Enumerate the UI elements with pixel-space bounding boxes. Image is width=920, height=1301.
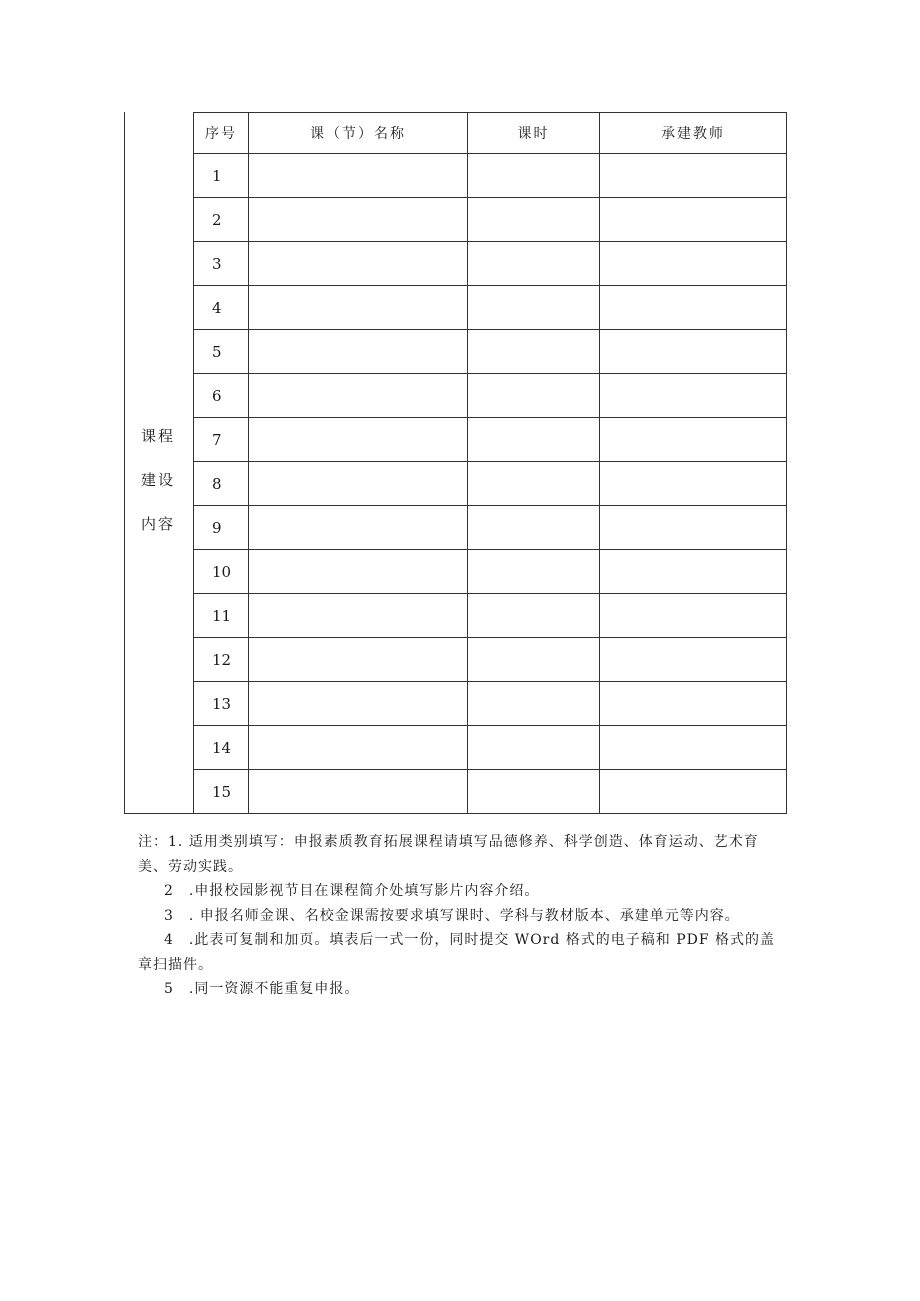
header-course-name: 课（节）名称 [249, 113, 468, 154]
hours-cell[interactable] [468, 638, 600, 682]
note-item: 3 . 申报名师金课、名校金课需按要求填写课时、学科与教材版本、承建单元等内容。 [164, 907, 740, 924]
notes [138, 830, 786, 1002]
course-name-cell[interactable] [249, 242, 468, 286]
table-row [194, 726, 787, 770]
course-name-cell[interactable] [249, 418, 468, 462]
table-row [194, 550, 787, 594]
hours-cell[interactable] [468, 154, 600, 198]
table-row [194, 418, 787, 462]
row-index-cell: 3 [194, 242, 249, 286]
course-name-cell[interactable] [249, 638, 468, 682]
hours-cell[interactable] [468, 330, 600, 374]
row-index-cell: 10 [194, 550, 249, 594]
teacher-cell[interactable] [600, 242, 787, 286]
row-index-cell: 6 [194, 374, 249, 418]
header-index: 序号 [194, 113, 249, 154]
hours-cell[interactable] [468, 462, 600, 506]
teacher-cell[interactable] [600, 286, 787, 330]
hours-cell[interactable] [468, 594, 600, 638]
course-name-cell[interactable] [249, 594, 468, 638]
table-row [194, 330, 787, 374]
course-name-cell[interactable] [249, 374, 468, 418]
teacher-cell[interactable] [600, 594, 787, 638]
teacher-cell[interactable] [600, 418, 787, 462]
hours-cell[interactable] [468, 242, 600, 286]
teacher-cell[interactable] [600, 506, 787, 550]
course-name-cell[interactable] [249, 286, 468, 330]
table-row [194, 506, 787, 550]
hours-cell[interactable] [468, 770, 600, 814]
course-name-cell[interactable] [249, 682, 468, 726]
table-row [194, 242, 787, 286]
hours-cell[interactable] [468, 418, 600, 462]
row-index-cell: 12 [194, 638, 249, 682]
row-index-cell: 9 [194, 506, 249, 550]
row-index-cell: 1 [194, 154, 249, 198]
table-body [194, 154, 787, 814]
row-index-cell: 13 [194, 682, 249, 726]
note-item: 4 .此表可复制和加页。填表后一式一份，同时提交 WOrd 格式的电子稿和 PDF 格式的盖章扫描件。 [138, 932, 776, 973]
course-name-cell[interactable] [249, 770, 468, 814]
table-header-row [194, 113, 787, 154]
hours-cell[interactable] [468, 198, 600, 242]
teacher-cell[interactable] [600, 550, 787, 594]
teacher-cell[interactable] [600, 770, 787, 814]
teacher-cell[interactable] [600, 198, 787, 242]
course-name-cell[interactable] [249, 506, 468, 550]
table-row [194, 770, 787, 814]
table-row [194, 198, 787, 242]
table-row [194, 154, 787, 198]
teacher-cell[interactable] [600, 638, 787, 682]
section-label [130, 414, 186, 546]
section-label-line: 内容 [140, 515, 175, 533]
teacher-cell[interactable] [600, 330, 787, 374]
table-row [194, 638, 787, 682]
row-index-cell: 14 [194, 726, 249, 770]
header-teacher: 承建教师 [600, 113, 787, 154]
hours-cell[interactable] [468, 374, 600, 418]
row-index-cell: 11 [194, 594, 249, 638]
course-name-cell[interactable] [249, 198, 468, 242]
note-item: 5 .同一资源不能重复申报。 [164, 981, 360, 997]
hours-cell[interactable] [468, 286, 600, 330]
teacher-cell[interactable] [600, 682, 787, 726]
course-name-cell[interactable] [249, 550, 468, 594]
table-row [194, 682, 787, 726]
note-item: 注：1. 适用类别填写：申报素质教育拓展课程请填写品德修养、科学创造、体育运动、艺术育美、劳动实践。 [138, 834, 759, 875]
row-index-cell: 15 [194, 770, 249, 814]
left-border-line [124, 112, 125, 814]
table-row [194, 462, 787, 506]
note-item: 2 .申报校园影视节目在课程简介处填写影片内容介绍。 [164, 883, 540, 899]
teacher-cell[interactable] [600, 726, 787, 770]
course-name-cell[interactable] [249, 726, 468, 770]
row-index-cell: 5 [194, 330, 249, 374]
hours-cell[interactable] [468, 682, 600, 726]
row-index-cell: 7 [194, 418, 249, 462]
teacher-cell[interactable] [600, 374, 787, 418]
hours-cell[interactable] [468, 726, 600, 770]
row-index-cell: 4 [194, 286, 249, 330]
table-row [194, 286, 787, 330]
course-name-cell[interactable] [249, 154, 468, 198]
table-row [194, 594, 787, 638]
teacher-cell[interactable] [600, 154, 787, 198]
row-index-cell: 2 [194, 198, 249, 242]
row-index-cell: 8 [194, 462, 249, 506]
course-table [193, 112, 787, 814]
teacher-cell[interactable] [600, 462, 787, 506]
hours-cell[interactable] [468, 550, 600, 594]
section-label-line: 建设 [140, 471, 175, 489]
hours-cell[interactable] [468, 506, 600, 550]
table-row [194, 374, 787, 418]
section-label-line: 课程 [140, 427, 175, 445]
header-hours: 课时 [468, 113, 600, 154]
course-name-cell[interactable] [249, 462, 468, 506]
course-name-cell[interactable] [249, 330, 468, 374]
